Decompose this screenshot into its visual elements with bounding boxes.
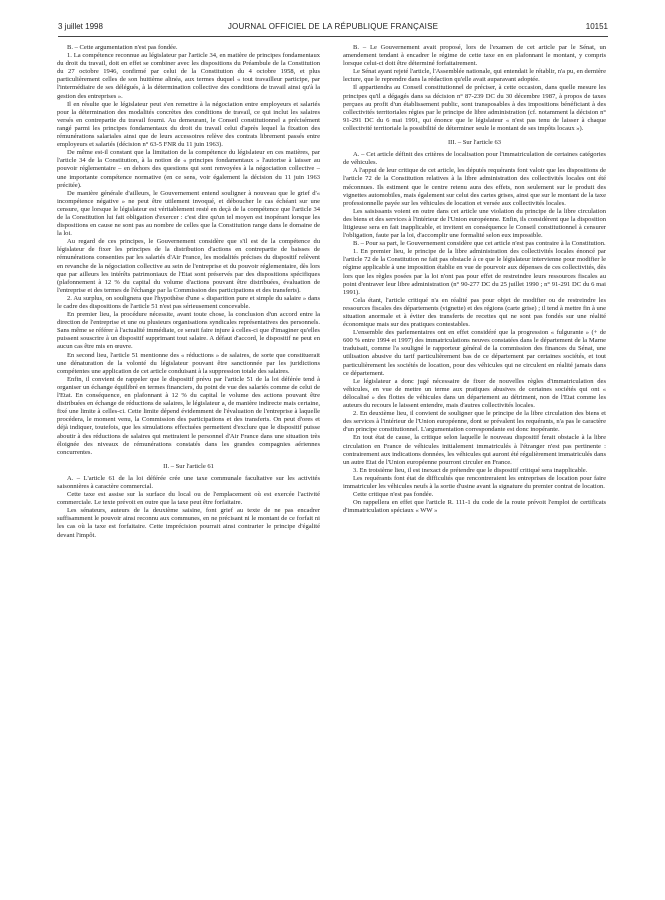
- paragraph: On rappellera en effet que l'article R. 111-1 du code de la route prévoit l'emploi de certificats d'immatriculation spéciaux « WW »: [343, 499, 606, 515]
- right-column: [343, 44, 606, 889]
- paragraph: Les requérants font état de difficultés que rencontreraient les entreprises de location pour faire immatriculer les véhicules neufs à la sortie d'usine avant la signature du premier contrat de location.: [343, 474, 606, 490]
- page-header: [58, 22, 608, 36]
- paragraph: L'ensemble des parlementaires ont en effet considéré que la progression « fulgurante » (+ de 600 % entre 1994 et 1997) des immatriculations neuves constatées dans le département de la Marne traduisait, comme l'a souligné le rapporteur général de la commission des finances du Sénat, une utilisation abusive du tarif particulièrement bas de ce département par certaines sociétés, et tout particulièrement les sociétés de location, pour des véhicules qui ne circulent en réalité jamais dans ce département.: [343, 329, 606, 377]
- journal-title: JOURNAL OFFICIEL DE LA RÉPUBLIQUE FRANÇAISE: [227, 22, 439, 31]
- header-rule: [58, 36, 608, 37]
- paragraph: Il en résulte que le législateur peut s'en remettre à la négociation entre employeurs et salariés pour la détermination des modalités concrètes des conditions de travail, ce qui inclut les salaires versés en contrepartie du travail fourni. Au demeurant, le Conseil constitutionnel a précisément rangé parmi les principes fondamentaux du droit du travail celui d'après lequel la fixation des rémunérations salariales ainsi que de leurs accessoires relève des contrats librement passés entre employeurs et salariés (décision n° 63-5 FNR du 11 juin 1963).: [57, 100, 320, 149]
- paragraph: Cette critique n'est pas fondée.: [353, 491, 434, 499]
- paragraph: Cette taxe est assise sur la surface du local ou de l'emplacement où est exercée l'activité commerciale. Le texte prévoit en outre que la taxe peut être forfaitaire.: [57, 491, 320, 507]
- paragraph: A. – L'article 61 de la loi déférée crée une taxe communale facultative sur les activités saisonnières à caractère commercial.: [57, 474, 320, 490]
- paragraph: A l'appui de leur critique de cet article, les députés requérants font valoir que les dispositions de l'article 72 de la Constitution relatives à la libre administration des collectivités locales ont été méconnues. Ils estiment que le centre retenu aura des effets, non seulement sur le produit des vignettes automobiles, mais également sur celui des cartes grises, ainsi que sur le montant de la taxe professionnelle payée sur les véhicules de location et versée aux collectivités locales.: [343, 167, 606, 207]
- paragraph: 2. En deuxième lieu, il convient de souligner que le principe de la libre circulation des biens et des services à l'intérieur de l'Union européenne, dont se prévalent les requérants, n'a pas le caractère d'un principe constitutionnel. L'argumentation correspondante est donc inopérante.: [343, 410, 606, 434]
- paragraph: Enfin, il convient de rappeler que le dispositif prévu par l'article 51 de la loi déférée tend à organiser un échange équilibré en termes financiers, du point de vue des salariés comme de celui de l'Etat. En conséquence, en plafonnant à 12 % du capital le volume des actions pouvant être distribuées en échange de réductions de salaires, le législateur a, de manière indirecte mais certaine, fixé une limite à celles-ci. Cette limite dépend évidemment de l'évaluation de l'entreprise à laquelle procédera, le moment venu, la Commission des participations et des transferts. On peut d'ores et déjà indiquer, toutefois, que les simulations effectuées permettent d'exclure que le dispositif puisse aboutir à des réductions de salaires qui mettraient le personnel d'Air France dans une situation très éloignée des niveaux de rémunérations constatés dans les grandes compagnies aériennes concurrentes.: [57, 375, 320, 456]
- paragraph: 1. En premier lieu, le principe de la libre administration des collectivités locales énoncé par l'article 72 de la Constitution ne fait pas obstacle à ce que le législateur intervienne pour modifier le régime applicable à une imposition établie en vue de pourvoir aux dépenses de ces collectivités, dès lors que les règles posées par la loi n'ont pas pour effet de restreindre leurs ressources fiscales au point d'entraver leur libre administration (n° 90-277 DC du 25 juillet 1990 ; n° 91-291 DC du 6 mai 1991).: [343, 248, 606, 296]
- paragraph: 2. Au surplus, on soulignera que l'hypothèse d'une « disparition pure et simple du salaire » dans le cadre des dispositions de l'article 51 n'est pas sérieusement concevable.: [57, 294, 320, 310]
- paragraph: Le législateur a donc jugé nécessaire de fixer de nouvelles règles d'immatriculation des véhicules, en vue de mettre un terme aux pratiques abusives de certaines sociétés qui ont « délocalisé » des flottes de véhicules dans un département au détriment, non de l'Etat comme les auteurs du recours le laissent entendre, mais d'autres collectivités locales.: [343, 377, 606, 410]
- paragraph: B. – Pour sa part, le Gouvernement considère que cet article n'est pas contraire à la Constitution.: [353, 240, 606, 248]
- paragraph: De manière générale d'ailleurs, le Gouvernement entend souligner à nouveau que le grief d'« incompétence négative » ne peut être utilement invoqué, et déboucher le cas échéant sur une censure, que lorsque le législateur est véritablement resté en deçà de la compétence que l'article 34 de la Constitution lui fait obligation d'exercer : c'est dire qu'un tel moyen est inopérant lorsque les dispositions en cause ne sont pas au nombre de celles que la Constitution range dans le domaine de la loi.: [57, 189, 320, 238]
- left-column: [57, 44, 320, 889]
- publication-date: 3 juillet 1998: [58, 22, 103, 31]
- section-heading: III. – Sur l'article 63: [448, 139, 501, 147]
- paragraph: Il appartiendra au Conseil constitutionnel de préciser, à cette occasion, dans quelle mesure les principes qu'il a dégagés dans sa décision n° 87-239 DC du 30 décembre 1987, à propos de taxes perçues au profit d'un établissement public, sont transposables à des impositions bénéficiant à des collectivités territoriales régies par le principe de libre administration (cf. notamment la décision n° 91-291 DC du 6 mai 1991, qui énonce que le législateur « n'est pas tenu de laisser à chaque collectivité territoriale la possibilité de déterminer seule le montant de ses impôts locaux »).: [343, 84, 606, 132]
- paragraph: Au regard de ces principes, le Gouvernement considère que s'il est de la compétence du législateur de fixer les principes de la distribution d'actions en contrepartie de baisses de rémunérations consenties par les salariés d'Air France, les modalités précises du dispositif relèvent en revanche de la négociation collective au sein de l'entreprise et du pouvoir réglementaire, dès lors que par ailleurs les intérêts patrimoniaux de l'Etat sont préservés par des dispositions spécifiques (plafonnement à 12 % du capital du volume d'actions pouvant être distribuées, évaluation de l'entreprise et des termes de l'échange par la Commission des participations et des transferts).: [57, 238, 320, 294]
- paragraph: A. – Cet article définit des critères de localisation pour l'immatriculation de certaines catégories de véhicules.: [343, 151, 606, 167]
- section-heading: II. – Sur l'article 61: [163, 462, 214, 470]
- paragraph: En second lieu, l'article 51 mentionne des « réductions » de salaires, de sorte que constituerait une dénaturation de la volonté du législateur pouvant être sanctionnée par les juridictions compétentes une application de cet article conduisant à la suppression totale des salaires.: [57, 351, 320, 375]
- paragraph: Les saisissants voient en outre dans cet article une violation du principe de la libre circulation des biens et des services à l'intérieur de l'Union européenne. Enfin, ils considèrent que la disposition litigieuse sera en fait inapplicable, et invitent en conséquence le Conseil constitutionnel à censurer l'obligation, faute par la loi, d'accomplir une formalité selon eux impossible.: [343, 207, 606, 240]
- paragraph: Cela étant, l'article critiqué n'a en réalité pas pour objet de modifier ou de restreindre les ressources fiscales des départements (vignette) et des régions (carte grise) ; il tend à mettre fin à une situation anormale et à éviter des transferts de recettes qui ne sont pas fondés sur une réalité économique mais sur des pratiques contestables.: [343, 296, 606, 329]
- paragraph: De même est-il constant que la limitation de la compétence du législateur en ces matières, par l'article 34 de la Constitution, à la notion de « principes fondamentaux » l'autorise à laisser au pouvoir réglementaire – en dehors des questions qui sont renvoyées à la négociation collective – une importante compétence normative (en ce sens, voir également la décision du 11 juin 1963 précitée).: [57, 149, 320, 189]
- paragraph: En premier lieu, la procédure nécessite, avant toute chose, la conclusion d'un accord entre la direction de l'entreprise et une ou plusieurs organisations syndicales représentatives des personnels. Sans même se référer à l'actualité immédiate, ce serait faire injure à celles-ci que d'imaginer qu'elles puissent souscrire à un dispositif supprimant tout salaire. A défaut d'accord, le dispositif ne peut en aucun cas être mis en œuvre.: [57, 311, 320, 351]
- paragraph: 1. La compétence reconnue au législateur par l'article 34, en matière de principes fondamentaux du droit du travail, doit en effet se combiner avec les dispositions du Préambule de la Constitution du 27 octobre 1946, confirmé par celui de la Constitution du 4 octobre 1958, et plus particulièrement celles de son huitième alinéa, aux termes duquel « tout travailleur participe, par l'intermédiaire de ses délégués, à la détermination collective des conditions de travail ainsi qu'à la gestion des entreprises ».: [57, 52, 320, 100]
- page-number: 10151: [585, 22, 608, 31]
- paragraph: B. – Le Gouvernement avait proposé, lors de l'examen de cet article par le Sénat, un amendement tendant à encadrer le régime de cette taxe en en plafonnant le montant, y compris lorsque celui-ci doit être déterminé forfaitairement.: [343, 44, 606, 68]
- paragraph: Le Sénat ayant rejeté l'article, l'Assemblée nationale, qui entendait le rétablir, n'a pu, en dernière lecture, que le reprendre dans la rédaction qu'elle avait auparavant adoptée.: [343, 68, 606, 84]
- paragraph: 3. En troisième lieu, il est inexact de prétendre que le dispositif critiqué sera inapplicable.: [353, 466, 588, 474]
- paragraph: B. – Cette argumentation n'est pas fondée.: [67, 44, 178, 51]
- paragraph: En tout état de cause, la critique selon laquelle le nouveau dispositif ferait obstacle à la libre circulation en France de véhicules initialement immatriculés à l'étranger n'est pas pertinente : contrairement aux indications données, les véhicules qui auront été régulièrement immatriculés dans un autre Etat de l'Union européenne pourront circuler en France.: [343, 434, 606, 466]
- paragraph: Les sénateurs, auteurs de la deuxième saisine, font grief au texte de ne pas encadrer suffisamment le pouvoir ainsi reconnu aux communes, en ne précisant ni le montant de ce forfait ni les cas où la taxe est forfaitaire. Cette imprécision pourrait ainsi contrarier le principe d'égalité devant l'impôt.: [57, 507, 320, 539]
